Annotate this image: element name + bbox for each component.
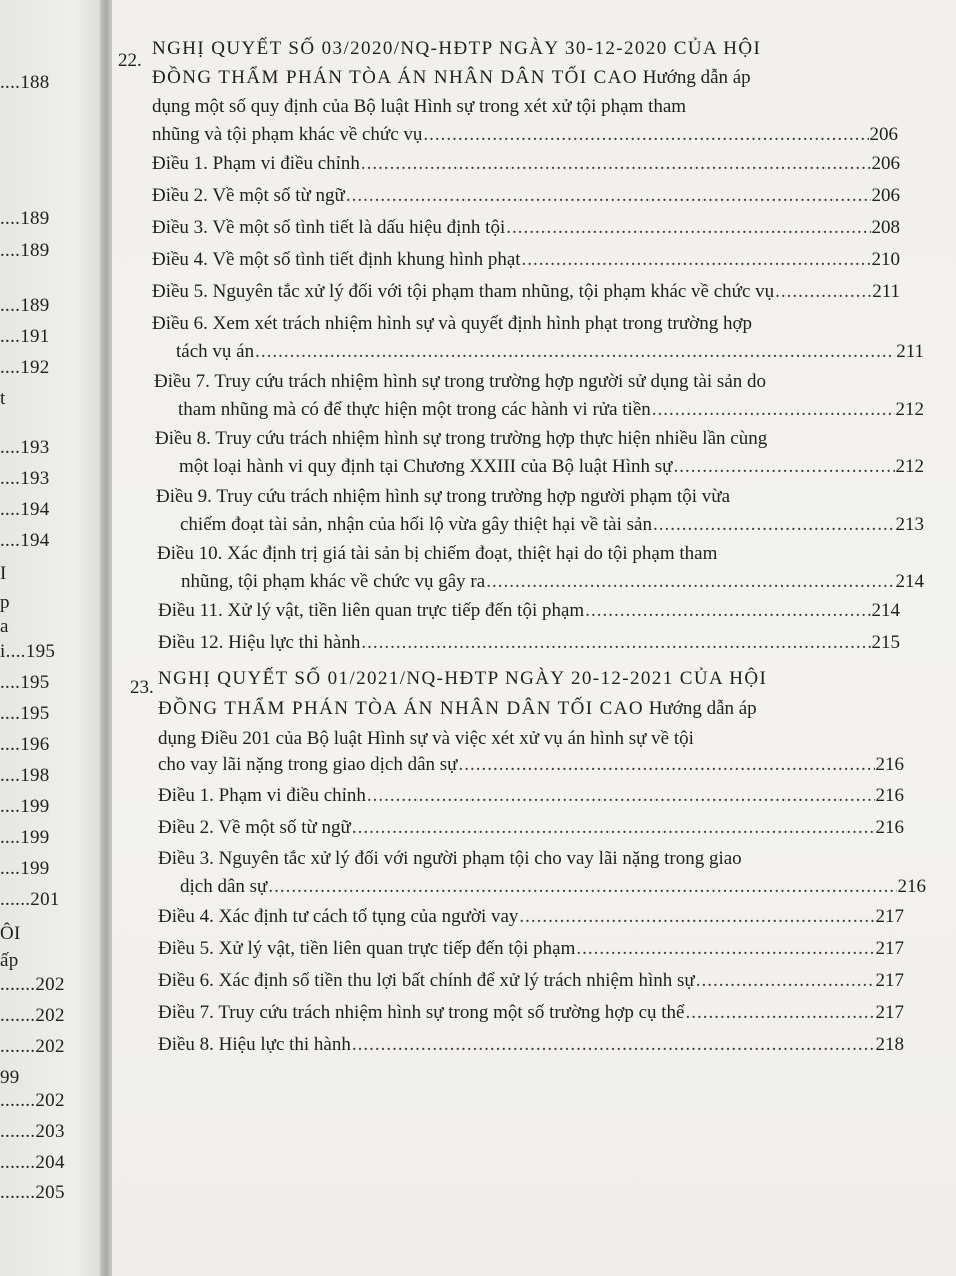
section-22-article[interactable] [152, 217, 900, 245]
section-22-heading-line2-rest: Hướng dẫn áp [638, 67, 751, 88]
section-22-article[interactable] [156, 486, 924, 542]
section-22-article[interactable] [155, 428, 924, 484]
page-number: 214 [895, 571, 924, 592]
article-title-line: Điều 3. Nguyên tắc xử lý đối với người phạm tội cho vay lãi nặng trong giao [158, 848, 742, 869]
left-page-fragment: t [0, 388, 6, 409]
section-22-article[interactable] [152, 313, 924, 369]
section-22-heading-last[interactable] [152, 124, 898, 152]
page-number: 218 [875, 1034, 904, 1055]
page-number: 216 [875, 754, 904, 775]
left-page-fragment: .......203 [0, 1121, 65, 1142]
dot-leader [522, 249, 871, 271]
article-title: nhũng, tội phạm khác về chức vụ gây ra [181, 571, 486, 592]
article-title: tham nhũng mà có để thực hiện một trong các hành vi rửa tiền [178, 399, 651, 420]
section-22-article[interactable] [152, 281, 900, 309]
section-22-heading-line4: nhũng và tội phạm khác về chức vụ [152, 124, 423, 145]
left-page-fragment: i....195 [0, 641, 56, 662]
left-page-fragment: p [0, 592, 10, 613]
article-title: Điều 3. Về một số tình tiết là dấu hiệu định tội [152, 217, 506, 238]
section-23-heading-line4: cho vay lãi nặng trong giao dịch dân sự [158, 754, 458, 775]
dot-leader [361, 153, 871, 175]
page-number: 212 [895, 456, 924, 477]
article-title: Điều 6. Xác định số tiền thu lợi bất chính để xử lý trách nhiệm hình sự [158, 970, 695, 991]
section-23-article[interactable] [158, 1034, 904, 1062]
section-23-article[interactable] [158, 1002, 904, 1030]
dot-leader [673, 456, 894, 478]
article-title: dịch dân sự [180, 876, 268, 897]
article-title: Điều 5. Xử lý vật, tiền liên quan trực tiếp đến tội phạm [158, 938, 576, 959]
page-number: 215 [871, 632, 900, 653]
article-title-line: Điều 6. Xem xét trách nhiệm hình sự và quyết định hình phạt trong trường hợp [152, 313, 753, 334]
page-number: 217 [875, 906, 904, 927]
left-page-fragment: ......201 [0, 889, 60, 910]
article-title: Điều 12. Hiệu lực thi hành [158, 632, 361, 653]
left-page-fragment: a [0, 616, 9, 637]
dot-leader [519, 906, 874, 928]
section-22-article[interactable] [158, 600, 900, 628]
article-title: Điều 5. Nguyên tắc xử lý đối với tội phạm tham nhũng, tội phạm khác về chức vụ [152, 281, 775, 302]
article-title-line: Điều 10. Xác định trị giá tài sản bị chiếm đoạt, thiệt hại do tội phạm tham [157, 543, 718, 564]
left-page-fragment: 99 [0, 1067, 20, 1088]
page-number: 206 [871, 153, 900, 174]
dot-leader [585, 600, 870, 622]
section-23-article[interactable] [158, 785, 904, 813]
page-number: 216 [875, 817, 904, 838]
section-23-heading-last[interactable] [158, 754, 904, 782]
section-23-article[interactable] [158, 906, 904, 934]
section-22-article[interactable] [152, 249, 900, 277]
section-23-article[interactable] [158, 848, 926, 904]
section-23-article[interactable] [158, 970, 904, 998]
dot-leader [268, 876, 896, 898]
left-page-fragment: ....194 [0, 530, 50, 551]
page-number: 214 [871, 600, 900, 621]
dot-leader [486, 571, 894, 593]
page-number: 213 [895, 514, 924, 535]
article-title: Điều 4. Xác định tư cách tố tụng của người vay [158, 906, 519, 927]
left-page-fragment: .......204 [0, 1152, 65, 1173]
dot-leader [506, 217, 870, 239]
article-title: tách vụ án [176, 341, 255, 362]
dot-leader [367, 785, 875, 807]
dot-leader [458, 754, 874, 776]
page-number: 217 [875, 938, 904, 959]
left-page-fragment: ....199 [0, 796, 50, 817]
article-title: Điều 2. Về một số từ ngữ [152, 185, 345, 206]
left-page-fragment: ....189 [0, 240, 50, 261]
section-22-article[interactable] [158, 632, 900, 660]
article-title: Điều 2. Về một số từ ngữ [158, 817, 351, 838]
page-number: 206 [869, 124, 898, 145]
page-number: 211 [896, 341, 924, 362]
left-page-fragment: .......202 [0, 1090, 65, 1111]
left-page-fragment: ....194 [0, 499, 50, 520]
article-title: Điều 11. Xử lý vật, tiền liên quan trực tiếp đến tội phạm [158, 600, 585, 621]
section-23-article[interactable] [158, 938, 904, 966]
dot-leader [576, 938, 874, 960]
left-page-fragment: ....189 [0, 295, 50, 316]
article-title-line: Điều 9. Truy cứu trách nhiệm hình sự trong trường hợp người phạm tội vừa [156, 486, 730, 507]
section-23-heading-line1: NGHỊ QUYẾT SỐ 01/2021/NQ-HĐTP NGÀY 20-12-2021 CỦA HỘI [158, 668, 768, 689]
article-title-line: Điều 7. Truy cứu trách nhiệm hình sự trong trường hợp người sử dụng tài sản do [154, 371, 767, 392]
dot-leader [361, 632, 870, 654]
article-title: Điều 7. Truy cứu trách nhiệm hình sự trong một số trường hợp cụ thể [158, 1002, 685, 1023]
dot-leader [685, 1002, 874, 1024]
page-number: 210 [871, 249, 900, 270]
dot-leader [775, 281, 871, 303]
section-23-number: 23. [130, 677, 154, 698]
page-number: 216 [897, 876, 926, 897]
section-22-article[interactable] [152, 153, 900, 181]
page-number: 208 [871, 217, 900, 238]
dot-leader [652, 399, 895, 421]
left-page-fragment: ....195 [0, 703, 50, 724]
left-page-fragment: ....193 [0, 468, 50, 489]
left-page-fragment: ....199 [0, 827, 50, 848]
page-number: 216 [875, 785, 904, 806]
section-23-heading-line2-rest: Hướng dẫn áp [644, 698, 757, 719]
dot-leader [255, 341, 895, 363]
left-page-fragment: .......202 [0, 974, 65, 995]
left-page-fragment: ....192 [0, 357, 50, 378]
left-page-fragment: ....195 [0, 672, 50, 693]
section-22-heading-line2-caps: ĐỒNG THẨM PHÁN TÒA ÁN NHÂN DÂN TỐI CAO [152, 67, 638, 88]
left-page-fragment: ....196 [0, 734, 50, 755]
section-23-heading-line3: dụng Điều 201 của Bộ luật Hình sự và việc xét xử vụ án hình sự về tội [158, 728, 694, 749]
article-title: Điều 1. Phạm vi điều chỉnh [152, 153, 360, 174]
section-23-heading-line2-caps: ĐỒNG THẨM PHÁN TÒA ÁN NHÂN DÂN TỐI CAO [158, 698, 644, 719]
section-22-heading [152, 38, 846, 125]
left-page-fragment: I [0, 563, 7, 584]
section-23-article[interactable] [158, 817, 904, 845]
left-page-fragment: ấp [0, 950, 19, 971]
article-title: chiếm đoạt tài sản, nhận của hối lộ vừa gây thiệt hại về tài sản [180, 514, 652, 535]
dot-leader [653, 514, 895, 536]
left-page-fragment: .......205 [0, 1182, 65, 1203]
dot-leader [352, 1034, 875, 1056]
left-page-fragment: ....189 [0, 208, 50, 229]
dot-leader [696, 970, 875, 992]
left-page-fragment: ....199 [0, 858, 50, 879]
left-page-fragment: ....188 [0, 72, 50, 93]
section-22-article[interactable] [154, 371, 924, 427]
section-22-number: 22. [118, 50, 142, 71]
article-title: Điều 4. Về một số tình tiết định khung hình phạt [152, 249, 521, 270]
dot-leader [346, 185, 871, 207]
left-page-fragment: ....193 [0, 437, 50, 458]
article-title: Điều 1. Phạm vi điều chỉnh [158, 785, 366, 806]
article-title: một loại hành vi quy định tại Chương XXIII của Bộ luật Hình sự [179, 456, 673, 477]
article-title: Điều 8. Hiệu lực thi hành [158, 1034, 351, 1055]
section-22-article[interactable] [157, 543, 924, 599]
page-number: 211 [872, 281, 900, 302]
section-22-heading-line1: NGHỊ QUYẾT SỐ 03/2020/NQ-HĐTP NGÀY 30-12-2020 CỦA HỘI [152, 38, 762, 59]
section-22-heading-line3: dụng một số quy định của Bộ luật Hình sự trong xét xử tội phạm tham [152, 96, 687, 117]
left-page-fragment: ....191 [0, 326, 50, 347]
section-23-heading [158, 668, 852, 758]
page-number: 217 [875, 1002, 904, 1023]
section-22-article[interactable] [152, 185, 900, 213]
left-page-fragment: .......202 [0, 1036, 65, 1057]
left-page-fragment: ....198 [0, 765, 50, 786]
page-number: 217 [875, 970, 904, 991]
left-page [0, 0, 104, 1276]
article-title-line: Điều 8. Truy cứu trách nhiệm hình sự trong trường hợp thực hiện nhiều lần cùng [155, 428, 768, 449]
dot-leader [423, 124, 868, 146]
left-page-fragment: .......202 [0, 1005, 65, 1026]
page-number: 206 [871, 185, 900, 206]
dot-leader [352, 817, 875, 839]
page-number: 212 [895, 399, 924, 420]
left-page-fragment: ÔI [0, 923, 21, 944]
